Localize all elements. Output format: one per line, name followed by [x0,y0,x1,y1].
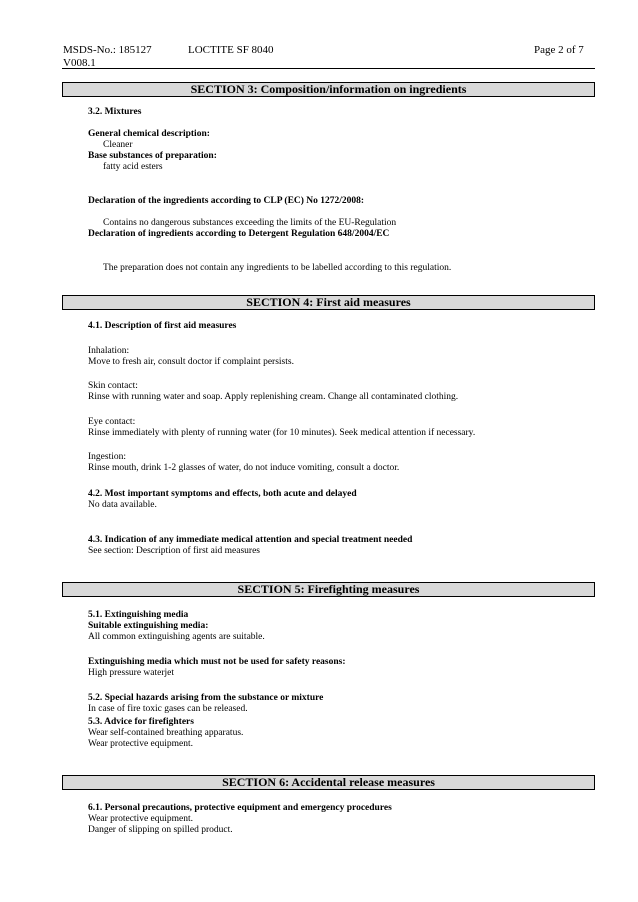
eye-contact-label: Eye contact: [88,417,136,427]
ingestion-label: Ingestion: [88,452,126,462]
ingestion-value: Rinse mouth, drink 1-2 glasses of water, do not induce vomiting, consult a doctor. [88,463,400,473]
subsection-4-3-value: See section: Description of first aid measures [88,546,261,556]
suitable-media-value: All common extinguishing agents are suitable. [88,632,265,642]
base-substances-value: fatty acid esters [103,162,163,172]
header-rule [62,68,595,69]
section-4-title: SECTION 4: First aid measures [62,295,595,310]
section-6-title: SECTION 6: Accidental release measures [62,775,595,790]
version: V008.1 [63,57,96,69]
section-3-title: SECTION 3: Composition/information on ingredients [62,82,595,97]
subsection-4-1: 4.1. Description of first aid measures [88,321,237,331]
general-description-label: General chemical description: [88,129,210,139]
subsection-3-2: 3.2. Mixtures [88,107,142,117]
general-description-value: Cleaner [103,140,133,150]
subsection-5-1: 5.1. Extinguishing media [88,610,189,620]
base-substances-label: Base substances of preparation: [88,151,217,161]
page-number: Page 2 of 7 [534,44,584,56]
subsection-5-3: 5.3. Advice for firefighters [88,717,194,727]
inhalation-value: Move to fresh air, consult doctor if complaint persists. [88,357,294,367]
unsuitable-media-value: High pressure waterjet [88,668,174,678]
clp-declaration-label: Declaration of the ingredients according to CLP (EC) No 1272/2008: [88,196,365,206]
unsuitable-media-label: Extinguishing media which must not be used for safety reasons: [88,657,346,667]
detergent-declaration-value: The preparation does not contain any ingredients to be labelled according to this regulation. [103,263,452,273]
msds-number: MSDS-No.: 185127 [63,44,152,56]
section-5-title: SECTION 5: Firefighting measures [62,582,595,597]
subsection-6-1: 6.1. Personal precautions, protective equipment and emergency procedures [88,803,392,813]
skin-contact-label: Skin contact: [88,381,138,391]
suitable-media-label: Suitable extinguishing media: [88,621,209,631]
skin-contact-value: Rinse with running water and soap. Apply replenishing cream. Change all contaminated clothing. [88,392,459,402]
subsection-5-2: 5.2. Special hazards arising from the substance or mixture [88,693,324,703]
subsection-5-2-value: In case of fire toxic gases can be released. [88,704,248,714]
subsection-5-3-value-1: Wear self-contained breathing apparatus. [88,728,244,738]
detergent-declaration-label: Declaration of ingredients according to Detergent Regulation 648/2004/EC [88,229,390,239]
subsection-4-2: 4.2. Most important symptoms and effects, both acute and delayed [88,489,357,499]
inhalation-label: Inhalation: [88,346,130,356]
product-name: LOCTITE SF 8040 [188,44,274,56]
subsection-4-3: 4.3. Indication of any immediate medical attention and special treatment needed [88,535,413,545]
eye-contact-value: Rinse immediately with plenty of running water (for 10 minutes). Seek medical attention if necessary. [88,428,476,438]
subsection-4-2-value: No data available. [88,500,157,510]
subsection-6-1-value-2: Danger of slipping on spilled product. [88,825,233,835]
subsection-5-3-value-2: Wear protective equipment. [88,739,194,749]
subsection-6-1-value-1: Wear protective equipment. [88,814,194,824]
clp-declaration-value: Contains no dangerous substances exceeding the limits of the EU-Regulation [103,218,397,228]
